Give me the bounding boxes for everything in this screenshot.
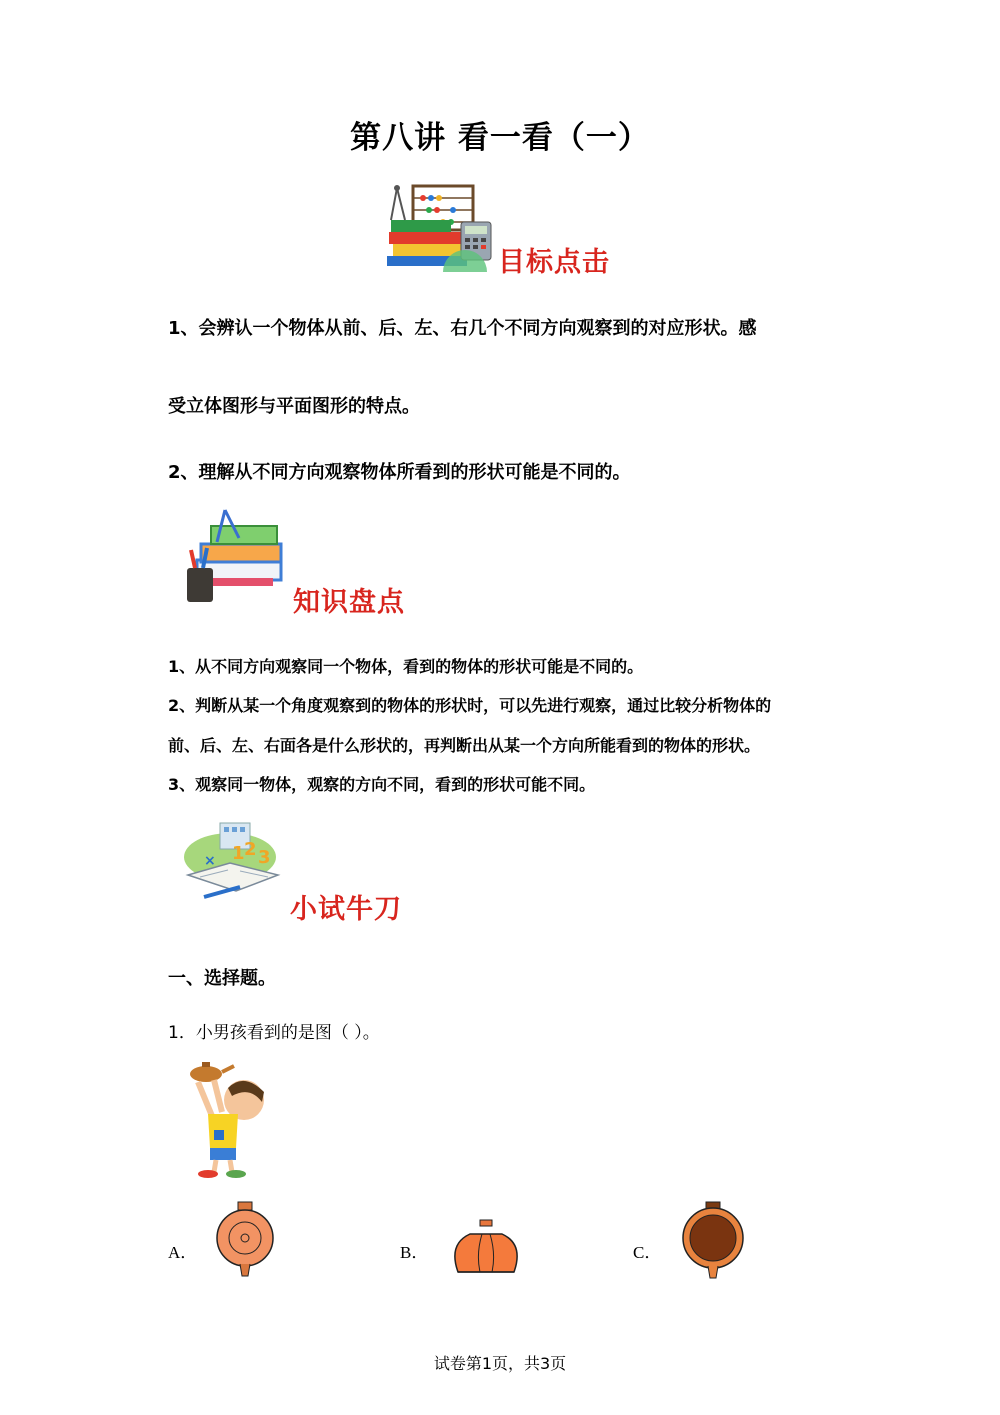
teapot-top-view-icon[interactable]	[210, 1200, 280, 1280]
teapot-front-view-icon[interactable]	[446, 1214, 526, 1284]
question-1: 1．小男孩看到的是图（ ）。	[168, 1023, 380, 1043]
stationery-illustration	[383, 180, 503, 275]
objectives-label: 目标点击	[498, 247, 610, 278]
option-a-label[interactable]: A．	[168, 1243, 198, 1262]
page-footer: 试卷第1页，共3页	[433, 1354, 567, 1373]
book-numbers-illustration	[180, 815, 290, 915]
knowledge-line-1: 1、从不同方向观察同一个物体，看到的物体的形状可能是不同的。	[168, 657, 644, 676]
objective-line-3: 2、理解从不同方向观察物体所看到的形状可能是不同的。	[168, 462, 631, 483]
practice-label: 小试牛刀	[290, 894, 402, 925]
knowledge-line-4: 3、观察同一物体，观察的方向不同，看到的形状可能不同。	[168, 775, 596, 794]
option-b-label[interactable]: B．	[400, 1243, 429, 1262]
svg-text:2: 2	[244, 839, 257, 860]
svg-text:×: ×	[204, 853, 216, 869]
boy-looking-up-at-teapot-illustration	[178, 1056, 278, 1181]
svg-text:1: 1	[232, 843, 245, 864]
knowledge-line-3: 前、后、左、右面各是什么形状的，再判断出从某一个方向所能看到的物体的形状。	[168, 736, 761, 755]
page-title: 第八讲 看一看（一）	[350, 120, 650, 156]
books-pencil-cup-illustration	[183, 508, 288, 608]
option-c-label[interactable]: C．	[633, 1243, 662, 1262]
svg-text:3: 3	[258, 847, 271, 868]
section-title-choice: 一、选择题。	[168, 968, 276, 989]
objective-line-2: 受立体图形与平面图形的特点。	[168, 396, 420, 417]
knowledge-label: 知识盘点	[293, 587, 405, 618]
practice-banner	[180, 815, 420, 925]
knowledge-line-2: 2、判断从某一个角度观察到的物体的形状时，可以先进行观察，通过比较分析物体的	[168, 696, 772, 715]
objectives-banner	[383, 180, 623, 278]
objective-line-1: 1、会辨认一个物体从前、后、左、右几个不同方向观察到的对应形状。感	[168, 318, 757, 339]
teapot-bottom-view-icon[interactable]	[678, 1200, 748, 1282]
knowledge-banner	[183, 508, 423, 618]
